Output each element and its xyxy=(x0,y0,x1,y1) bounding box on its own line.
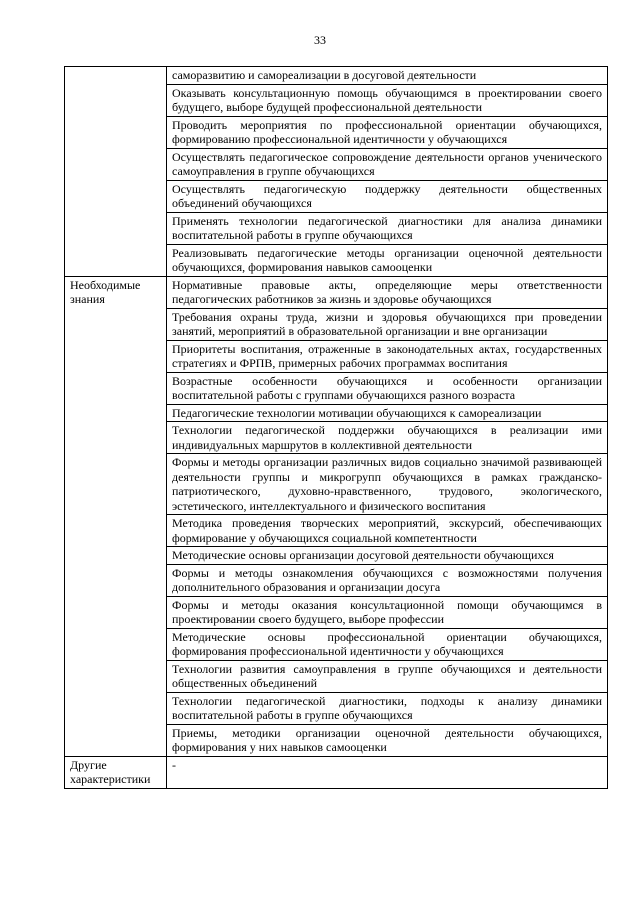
qualification-table xyxy=(64,66,608,789)
table-cell: Методические основы организации досуговой деятельности обучающихся xyxy=(167,547,608,565)
table-cell: Осуществлять педагогическую поддержку деятельности общественных объединений обучающихся xyxy=(167,180,608,212)
table-cell: Применять технологии педагогической диагностики для анализа динамики воспитательной работы в группе обучающихся xyxy=(167,212,608,244)
table-cell: Методика проведения творческих мероприятий, экскурсий, обеспечивающих формирование у обучающихся социальной компетентности xyxy=(167,515,608,547)
table-row xyxy=(65,756,608,788)
page-number: 33 xyxy=(314,33,326,47)
table-cell: Возрастные особенности обучающихся и особенности организации воспитательной работы с группами обучающихся разного возраста xyxy=(167,372,608,404)
table-cell: Оказывать консультационную помощь обучающимся в проектировании своего будущего, выборе будущей профессиональной деятельности xyxy=(167,84,608,116)
table-cell: Требования охраны труда, жизни и здоровья обучающихся при проведении занятий, мероприятий в образовательной организации и вне организации xyxy=(167,308,608,340)
table-row xyxy=(65,276,608,308)
table-cell: Приоритеты воспитания, отраженные в законодательных актах, государственных стратегиях и ФРПВ, примерных рабочих программах воспитания xyxy=(167,340,608,372)
table-cell: - xyxy=(167,756,608,788)
table-cell: саморазвитию и самореализации в досуговой деятельности xyxy=(167,67,608,85)
table-row xyxy=(65,67,608,85)
table-cell: Формы и методы оказания консультационной помощи обучающимся в проектировании своего будущего, выборе профессии xyxy=(167,596,608,628)
table-cell: Проводить мероприятия по профессиональной ориентации обучающихся, формированию профессиональной идентичности у обучающихся xyxy=(167,116,608,148)
table-cell: Технологии развития самоуправления в группе обучающихся и деятельности общественных объединений xyxy=(167,660,608,692)
table-cell: Технологии педагогической диагностики, подходы к анализу динамики воспитательной работы в группе обучающихся xyxy=(167,692,608,724)
table-cell: Осуществлять педагогическое сопровождение деятельности органов ученического самоуправления в группе обучающихся xyxy=(167,148,608,180)
table-cell: Реализовывать педагогические методы организации оценочной деятельности обучающихся, формирования навыков самооценки xyxy=(167,244,608,276)
knowledge-label: Необходимые знания xyxy=(65,276,167,756)
table-cell: Приемы, методики организации оценочной деятельности обучающихся, формирования у них навыков самооценки xyxy=(167,724,608,756)
other-label: Другие характеристики xyxy=(65,756,167,788)
table-cell: Педагогические технологии мотивации обучающихся к самореализации xyxy=(167,404,608,422)
table-cell: Формы и методы организации различных видов социально значимой развивающей деятельности группы и микрогрупп обучающихся в рамках гражданско-патриотического, духовно-нравственного, трудового, экологического, эстетического, интеллектуального и физического воспитания xyxy=(167,454,608,515)
label-cell-empty xyxy=(65,67,167,277)
table-cell: Методические основы профессиональной ориентации обучающихся, формирования профессиональной идентичности у обучающихся xyxy=(167,628,608,660)
table-cell: Технологии педагогической поддержки обучающихся в реализации ими индивидуальных маршрутов в коллективной деятельности xyxy=(167,422,608,454)
table-cell: Нормативные правовые акты, определяющие меры ответственности педагогических работников за жизнь и здоровье обучающихся xyxy=(167,276,608,308)
table-cell: Формы и методы ознакомления обучающихся с возможностями получения дополнительного образования и организации досуга xyxy=(167,564,608,596)
